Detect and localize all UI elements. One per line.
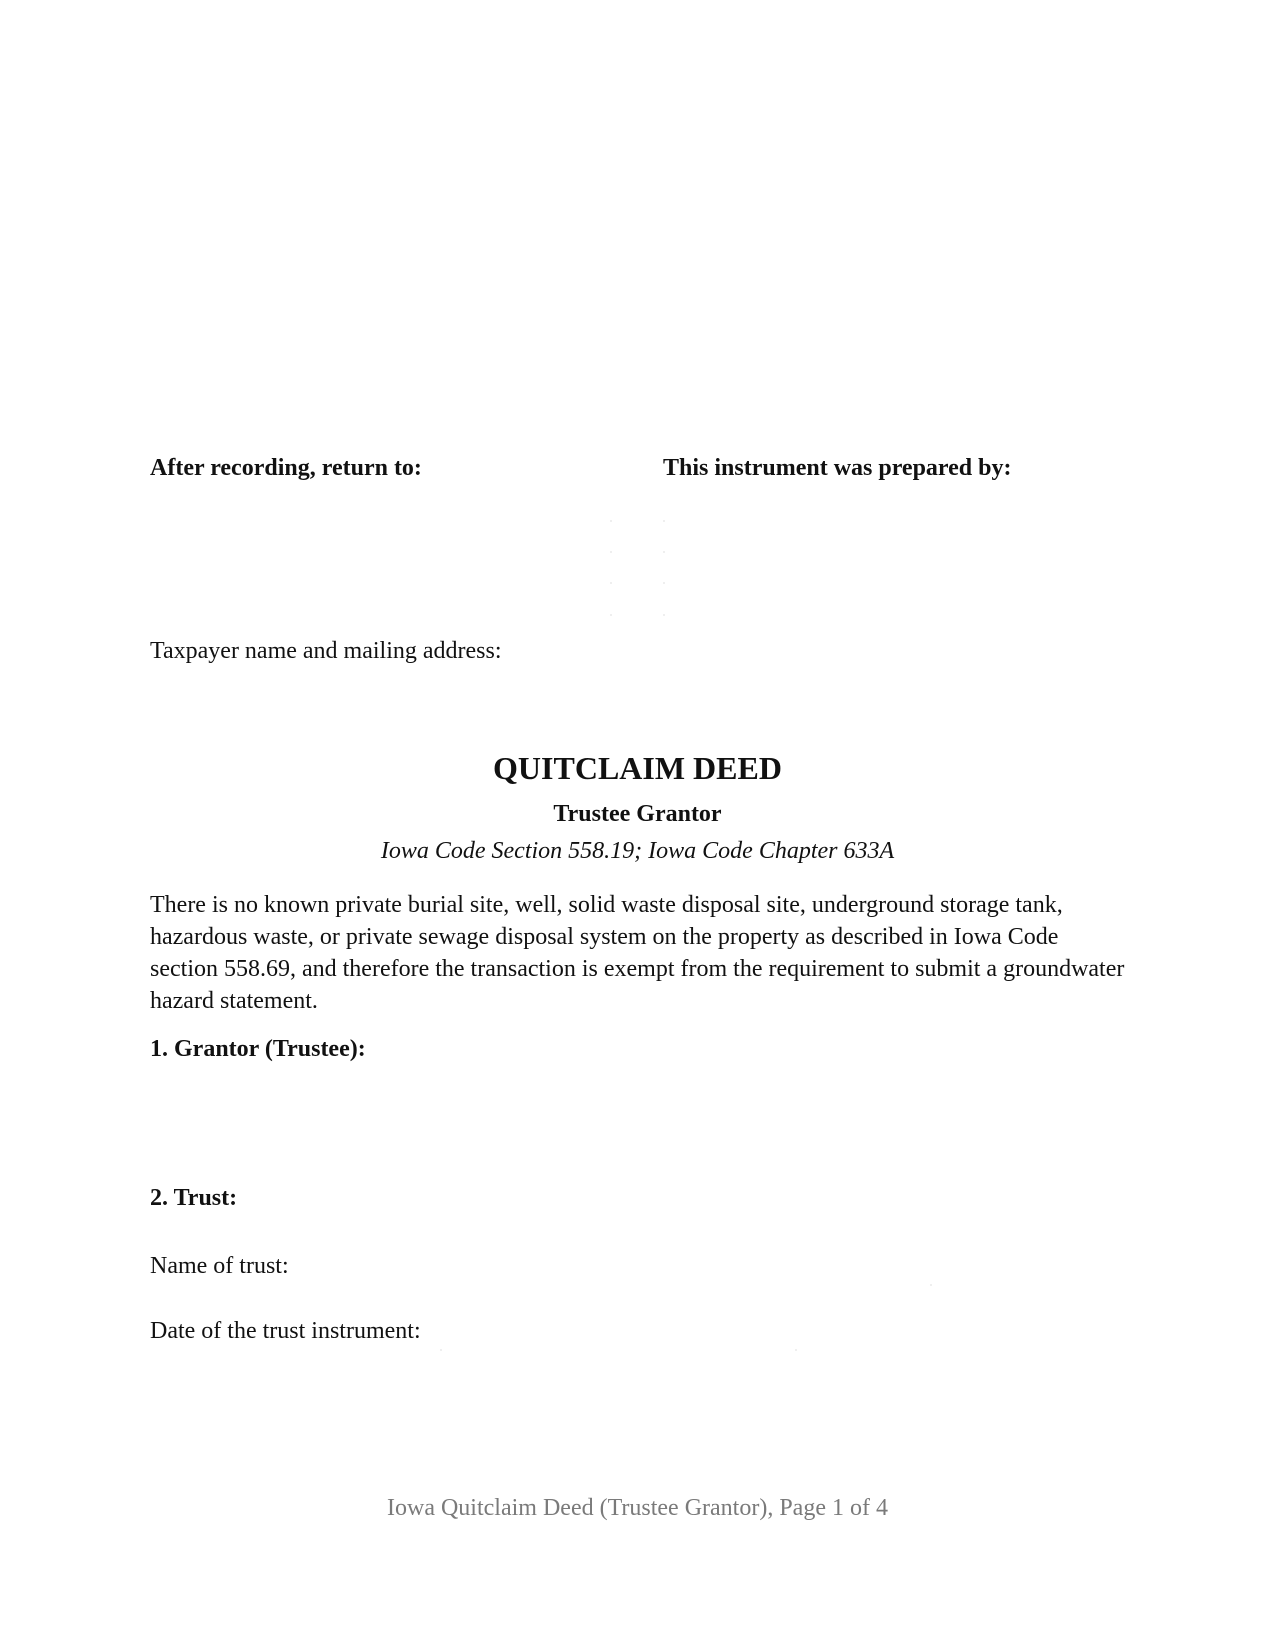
blank-field-mark: [795, 1349, 797, 1351]
statute-citation: Iowa Code Section 558.19; Iowa Code Chapter 633A: [380, 838, 895, 864]
blank-field-mark: [610, 520, 612, 522]
grantor-heading: 1. Grantor (Trustee):: [150, 1036, 366, 1062]
groundwater-statement: There is no known private burial site, well, solid waste disposal site, underground storage tank, hazardous waste, or private sewage disposal system on the property as described in Iowa Code section 558.69, and therefore the transaction is exempt from the requirement to submit a groundwater hazard statement.: [150, 892, 1125, 1014]
taxpayer-address-label: Taxpayer name and mailing address:: [150, 638, 502, 664]
page-footer: Iowa Quitclaim Deed (Trustee Grantor), Page 1 of 4: [387, 1495, 888, 1521]
trust-heading: 2. Trust:: [150, 1185, 238, 1211]
blank-field-mark: [663, 520, 665, 522]
blank-field-mark: [663, 551, 665, 553]
document-title: QUITCLAIM DEED: [493, 750, 782, 786]
blank-field-mark: [610, 582, 612, 584]
blank-field-mark: [930, 1284, 932, 1286]
document-subtitle: Trustee Grantor: [553, 801, 722, 827]
blank-field-mark: [440, 1349, 442, 1351]
trust-date-label: Date of the trust instrument:: [150, 1318, 421, 1344]
blank-field-mark: [610, 551, 612, 553]
prepared-by-label: This instrument was prepared by:: [663, 455, 1012, 481]
return-to-label: After recording, return to:: [150, 455, 422, 481]
blank-field-mark: [663, 582, 665, 584]
blank-field-mark: [610, 614, 612, 616]
trust-name-label: Name of trust:: [150, 1253, 289, 1279]
blank-field-mark: [663, 614, 665, 616]
